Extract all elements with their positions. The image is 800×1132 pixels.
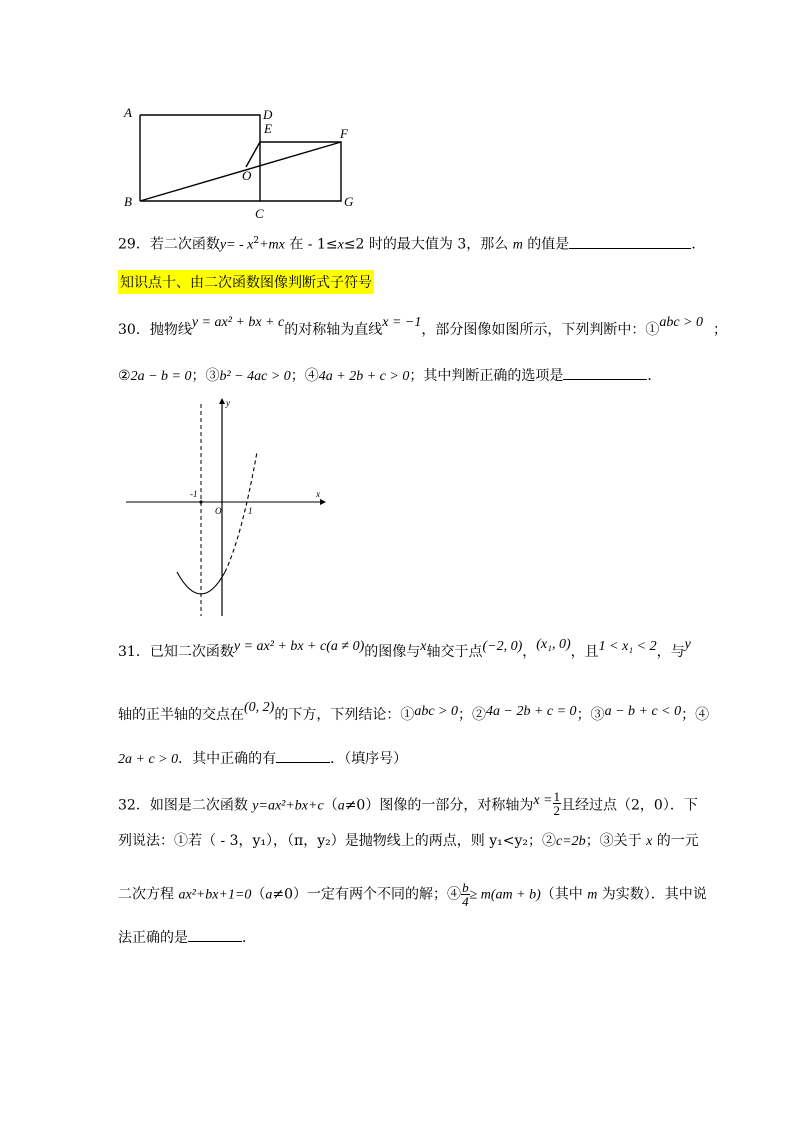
y-axis-arrow [219,398,225,404]
q31-eq: y = ax² + bx + c(a ≠ 0) [233,639,365,654]
q29-y: y [219,237,227,253]
q30-text-4: ；其中判断正确的选项是 [409,368,564,384]
q30-semi3: ；④ [290,368,319,384]
q29-eq: = - x [226,237,254,253]
question-30-line-2 [118,365,661,387]
q32-axis-x: x = [533,792,553,808]
q32-frac-num: 1 [553,789,560,804]
q31-x: x [420,639,427,654]
q31-text-2: 的图像与 [364,644,421,660]
q31-l3-text: ．其中正确的有 [178,751,277,767]
graph-one-label: 1 [248,506,253,516]
graph-origin-label: O [215,506,222,516]
q32-l1-text-2: （ [323,797,338,814]
q30-text-2: 的对称轴为直线 [284,322,383,338]
q31-p2: (x₁, 0) [536,637,571,652]
q32-l1-text-4: 且经过点（2，0）．下 [561,797,698,814]
q31-p1: (−2, 0) [482,639,523,654]
point-neg1 [199,500,202,503]
q32-l2-c: c=2b [556,834,586,849]
q30-c3: b² − 4ac > 0 [219,369,291,384]
q32-l1-eq: y=ax²+bx+c [252,798,324,814]
q31-c2: 4a − 2b + c = 0 [486,704,577,719]
q31-l3-end: ．（填序号） [330,751,408,767]
q31-text-4: ，且 [570,644,599,660]
graph-x-label: x [316,489,320,499]
q32-half-fraction [553,790,562,817]
q32-frac-b: b [462,880,469,895]
q31-y: y [684,637,691,652]
q29-text-4: 的值是 [522,236,570,253]
rect-abcd [140,115,260,201]
q32-number: 32． [118,797,150,814]
q32-l4-end: ． [242,930,256,946]
q30-end: ． [647,368,662,384]
q30-n2: ② [118,368,131,384]
label-e: E [264,121,272,136]
q32-frac-den: 2 [553,803,560,818]
q31-text-3: 轴交于点 [426,644,483,660]
graph-y-label: y [226,398,230,408]
q30-semi2: ；③ [191,368,220,384]
q31-text-5: ，与 [656,644,685,660]
question-31-line-2 [118,700,710,726]
q31-text-1: 已知二次函数 [149,644,234,660]
question-32-line-2 [118,831,699,852]
q31-l2-text-2: 的下方，下列结论：① [274,707,415,723]
q30-answer-blank[interactable] [563,365,647,380]
segment-bf [140,142,341,201]
q32-l1-a: a [337,798,345,814]
q29-number: 29． [118,236,150,253]
q31-number: 31． [118,644,150,660]
q30-axis: x = −1 [382,315,422,330]
q32-l4-text: 法正确的是 [118,930,188,946]
q32-l3-text-2: （ [251,886,266,903]
question-31-line-1 [118,637,691,663]
label-a: A [124,105,132,120]
question-32-line-3 [118,881,707,908]
q32-l3-ineq: ≥ m(am + b) [469,887,541,903]
q32-l2-text: 列说法：①若（ - 3，y₁），（π，y₂）是抛物线上的两点，则 y₁<y₂；② [118,833,557,849]
q31-l2-s2: ；③ [576,707,605,723]
q32-l3-text-5: 为实数）．其中说 [597,886,707,903]
q32-l3-a: a [265,887,273,903]
label-o: O [242,168,252,183]
rect-efgc [260,142,341,201]
q30-eq: y = ax² + bx + c [191,315,285,330]
label-d: D [263,107,273,122]
q29-eq2: +mx [259,237,285,253]
label-g: G [344,194,354,209]
q31-answer-blank[interactable] [276,748,330,763]
q29-x: x [337,237,344,253]
q29-text-2: 在 - 1≤ [284,236,338,253]
q29-m: m [512,237,523,253]
question-29 [118,231,705,256]
q32-frac-4: 4 [462,894,469,909]
label-f: F [340,126,348,141]
label-b: B [124,194,132,209]
q30-c4: 4a + 2b + c > 0 [318,369,410,384]
q29-end: ． [691,236,706,253]
q31-c1: abc > 0 [414,704,458,719]
question-32-line-1 [118,789,698,819]
question-32-line-4 [118,927,256,948]
q30-semi1: ； [713,322,728,338]
q30-text-3: ，部分图像如图所示，下列判断中：① [421,322,660,338]
q32-l2-x: x [646,834,653,849]
q31-l2-s1: ；② [458,707,486,723]
q30-c1: abc > 0 [659,315,704,330]
question-31-line-3 [118,748,407,770]
question-30-line-1 [118,315,728,341]
q31-c3: a − b + c < 0 [604,704,682,719]
q31-comma: ， [522,644,537,660]
q32-l2-text-3: 的一元 [652,833,699,849]
q32-l3-m: m [587,887,598,903]
q31-l2-s3: ；④ [681,707,710,723]
x-axis-arrow [320,499,326,505]
q32-b4-fraction [461,881,470,908]
q29-sup: 2 [253,236,260,246]
q32-l3-eq: ax²+bx+1=0 [178,887,252,903]
q30-number: 30． [118,322,150,338]
q32-answer-blank[interactable] [188,927,242,942]
q32-l3-text-3: ≠0）一定有两个不同的解；④ [272,886,462,903]
q29-text-1: 若二次函数 [149,236,220,253]
q32-l2-text-2: ；③关于 [585,833,647,849]
q31-l2-text-1: 轴的正半轴的交点在 [118,707,244,723]
q29-text-3: ≤2 时的最大值为 3，那么 [343,236,513,253]
q31-c4: 2a + c > 0 [118,752,179,767]
q30-c2: 2a − b = 0 [130,369,192,384]
q29-answer-blank[interactable] [569,234,691,249]
graph-neg1-label: -1 [190,489,198,499]
q32-l3-text-4: （其中 [540,886,588,903]
section-heading: 知识点十、由二次函数图像判断式子符号 [118,270,374,294]
q31-range: 1 < x₁ < 2 [598,639,657,654]
segment-eo [246,142,260,167]
label-c: C [255,206,264,220]
q32-l1-text-3: ≠0）图像的一部分，对称轴为 [344,797,534,814]
q31-p3: (0, 2) [244,700,275,715]
q32-l1-text-1: 如图是二次函数 [149,797,253,814]
q32-l3-text-1: 二次方程 [118,886,179,903]
geometry-figure [115,100,365,220]
q30-text-1: 抛物线 [149,322,192,338]
parabola-graph [120,396,330,620]
